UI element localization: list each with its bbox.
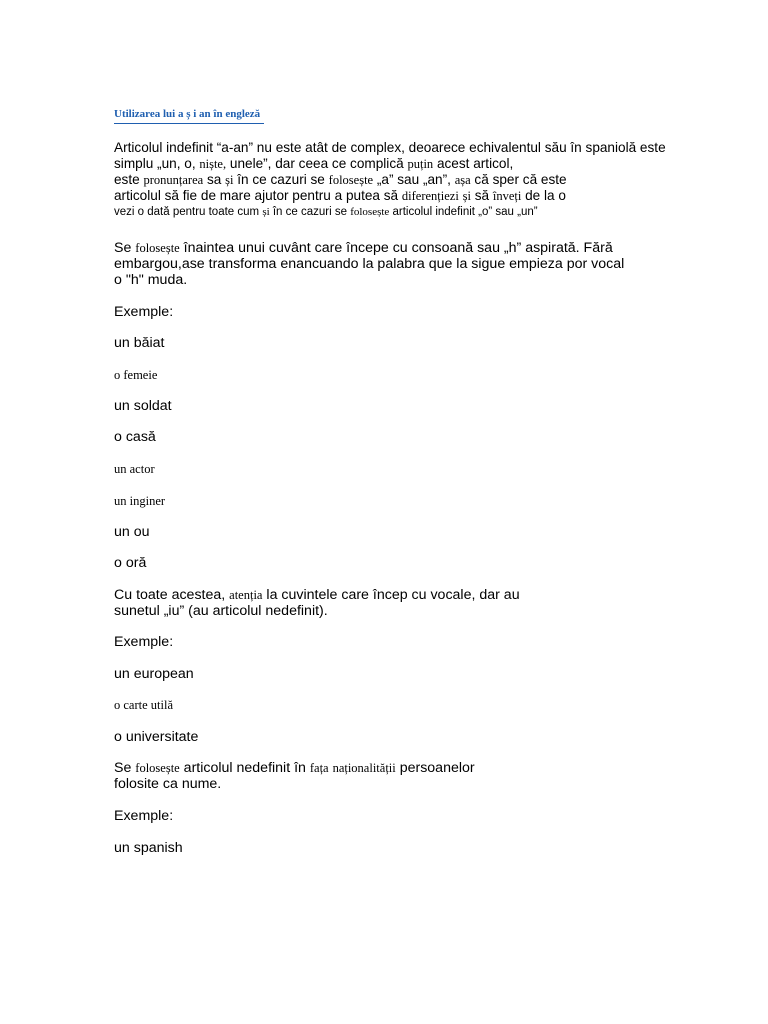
text-line: Se folosește înaintea unui cuvânt care începe cu consoană sau „h” aspirată. Fără: [114, 240, 613, 256]
example-item: o casă: [114, 429, 156, 445]
text-line: articolul să fie de mare ajutor pentru a putea să diferențiezi și să înveți de la o: [114, 188, 566, 203]
text-line: folosite ca nume.: [114, 776, 222, 792]
intro-paragraph: [114, 140, 666, 220]
example-item: o carte utilă: [114, 698, 173, 712]
example-item: o femeie: [114, 368, 158, 382]
rule-paragraph: [114, 240, 624, 288]
example-item: un actor: [114, 462, 155, 476]
text-line: este pronunțarea sa și în ce cazuri se folosește „a” sau „an”, așa că sper că este: [114, 172, 567, 187]
text-line: simplu „un, o, niște, unele”, dar ceea ce complică puțin acest articol,: [114, 156, 514, 171]
nationality-paragraph: [114, 760, 475, 792]
vowel-note-paragraph: [114, 587, 520, 619]
example-item: o universitate: [114, 729, 199, 745]
examples-label: Exemple:: [114, 304, 174, 320]
example-item: o oră: [114, 555, 147, 571]
example-item: un inginer: [114, 494, 166, 508]
examples-label: Exemple:: [114, 634, 174, 650]
example-item: un băiat: [114, 335, 165, 351]
examples-label: Exemple:: [114, 808, 174, 824]
text-line: Articolul indefinit “a-an” nu este atât de complex, deoarece echivalentul său în spaniolă este: [114, 140, 666, 155]
text-line: Se folosește articolul nedefinit în fața naționalității persoanelor: [114, 760, 475, 776]
example-item: un spanish: [114, 840, 183, 856]
example-item: un ou: [114, 524, 150, 540]
example-item: un soldat: [114, 398, 172, 414]
text-line: vezi o dată pentru toate cum și în ce cazuri se folosește articolul indefinit „o” sau „un”: [114, 206, 538, 218]
text-line: sunetul „iu” (au articolul nedefinit).: [114, 603, 328, 619]
text-line: o "h" muda.: [114, 272, 188, 288]
text-line: embargou,ase transforma enancuando la palabra que la sigue empieza por vocal: [114, 256, 625, 272]
document-title: Utilizarea lui a ș i an în engleză: [114, 108, 264, 124]
example-item: un european: [114, 666, 194, 682]
text-line: Cu toate acestea, atenția la cuvintele care încep cu vocale, dar au: [114, 587, 520, 603]
